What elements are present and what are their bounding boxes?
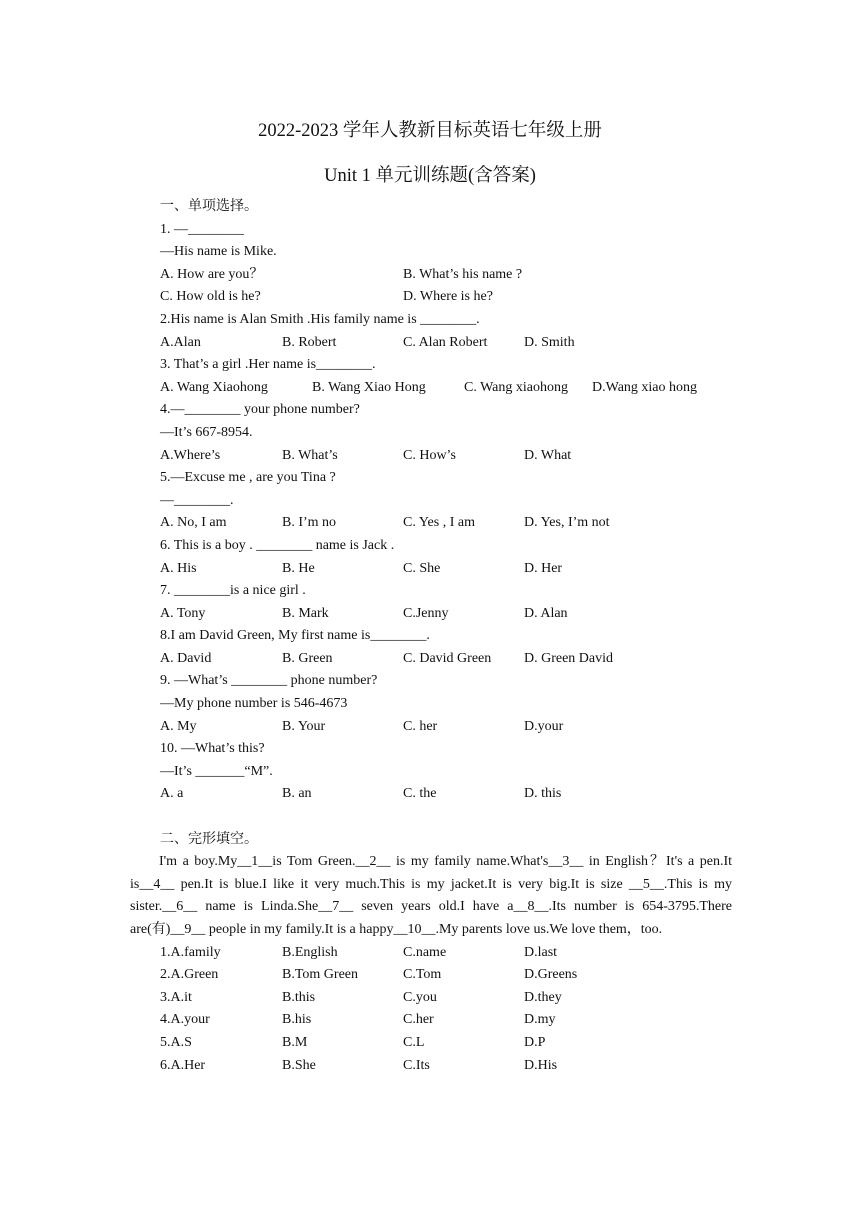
question-stem: 1. —________ bbox=[160, 221, 244, 237]
option-row bbox=[160, 1032, 732, 1055]
option-d: D.His bbox=[524, 1057, 558, 1073]
option-d: D. Smith bbox=[524, 334, 575, 350]
option-row bbox=[160, 512, 732, 535]
option-d: D.Wang xiao hong bbox=[592, 379, 698, 395]
option-b: B. I’m no bbox=[282, 515, 337, 531]
option-d: D. Alan bbox=[524, 605, 568, 621]
option-a: A.Where’s bbox=[160, 447, 221, 463]
option-d: D. What bbox=[524, 447, 572, 463]
option-b: B. He bbox=[282, 560, 315, 576]
option-b: B.M bbox=[282, 1034, 308, 1050]
question-stem: 6. This is a boy . ________ name is Jack . bbox=[160, 537, 395, 553]
option-c: C. the bbox=[403, 786, 437, 802]
option-b: B.this bbox=[282, 989, 316, 1005]
option-a: A. a bbox=[160, 786, 184, 802]
option-row bbox=[160, 716, 732, 739]
option-row bbox=[160, 1055, 732, 1078]
option-b: B. What’s his name ? bbox=[403, 266, 523, 282]
question-stem: 8.I am David Green, My first name is________. bbox=[160, 628, 430, 644]
option-b: B. Robert bbox=[282, 334, 337, 350]
option-row bbox=[160, 783, 732, 806]
option-c: C.Jenny bbox=[403, 605, 449, 621]
question-stem: —________. bbox=[160, 492, 234, 508]
option-a: A. His bbox=[160, 560, 197, 576]
question-stem: —My phone number is 546-4673 bbox=[160, 696, 348, 712]
option-d: D. Where is he? bbox=[403, 289, 493, 305]
option-row bbox=[160, 942, 732, 965]
option-a: A. Tony bbox=[160, 605, 206, 621]
option-a: A. How are you？ bbox=[160, 266, 264, 282]
option-b: B. Your bbox=[282, 718, 326, 734]
option-row bbox=[160, 286, 732, 309]
option-c: C. Yes , I am bbox=[403, 515, 475, 531]
question-stem: —It’s _______“M”. bbox=[160, 763, 273, 779]
option-row bbox=[160, 332, 732, 355]
option-a: 2.A.Green bbox=[160, 967, 219, 983]
option-row bbox=[160, 264, 732, 287]
section-heading: 二、完形填空。 bbox=[160, 831, 258, 847]
option-a: 6.A.Her bbox=[160, 1057, 206, 1073]
option-a: A. No, I am bbox=[160, 515, 227, 531]
spacer bbox=[160, 806, 732, 829]
option-c: C. David Green bbox=[403, 650, 492, 666]
option-a: 1.A.family bbox=[160, 944, 221, 960]
option-c: C.L bbox=[403, 1034, 425, 1050]
option-c: C.her bbox=[403, 1012, 434, 1028]
option-d: D. Her bbox=[524, 560, 563, 576]
question-stem: 4.—________ your phone number? bbox=[160, 402, 360, 418]
option-b: B. an bbox=[282, 786, 312, 802]
question-stem: 2.His name is Alan Smith .His family name is ________. bbox=[160, 311, 480, 327]
option-c: C. Wang xiaohong bbox=[464, 379, 568, 395]
option-b: B.Tom Green bbox=[282, 967, 359, 983]
option-d: D.P bbox=[524, 1034, 546, 1050]
option-d: D.last bbox=[524, 944, 558, 960]
option-d: D.they bbox=[524, 989, 562, 1005]
cloze-passage: I'm a boy.My__1__is Tom Green.__2__ is my family name.What's__3__ in English？It's a pen.It is__4__ pen.It is blue.I like it very much.This is my jacket.It is very big.It is size __5__.This is my sister.__6__ name is Linda.She__7__ seven years old.I have a__8__.Its number is 654-3795.There are(有)__9__ people in my family.It is a happy__10__.My parents love us.We love them，too. bbox=[130, 854, 732, 937]
document-title: 2022-2023 学年人教新目标英语七年级上册 bbox=[258, 121, 602, 141]
option-c: C.Tom bbox=[403, 967, 442, 983]
option-c: C. her bbox=[403, 718, 438, 734]
option-d: D. this bbox=[524, 786, 562, 802]
option-c: C. Alan Robert bbox=[403, 334, 488, 350]
option-d: D. Green David bbox=[524, 650, 614, 666]
option-row bbox=[160, 603, 732, 626]
option-b: B.English bbox=[282, 944, 338, 960]
option-a: 4.A.your bbox=[160, 1012, 210, 1028]
option-a: A. David bbox=[160, 650, 212, 666]
option-row bbox=[160, 445, 732, 468]
option-a: 3.A.it bbox=[160, 989, 192, 1005]
question-stem: 10. —What’s this? bbox=[160, 741, 265, 757]
option-c: C. How’s bbox=[403, 447, 456, 463]
option-a: A.Alan bbox=[160, 334, 201, 350]
question-stem: —It’s 667-8954. bbox=[160, 424, 253, 440]
option-a: A. My bbox=[160, 718, 197, 734]
option-d: D. Yes, I’m not bbox=[524, 515, 610, 531]
option-row bbox=[160, 964, 732, 987]
option-d: D.Greens bbox=[524, 967, 578, 983]
question-stem: 9. —What’s ________ phone number? bbox=[160, 673, 378, 689]
option-d: D.your bbox=[524, 718, 564, 734]
question-stem: 7. ________is a nice girl . bbox=[160, 583, 306, 599]
option-row bbox=[160, 558, 732, 581]
question-stem: 5.—Excuse me , are you Tina ? bbox=[160, 470, 336, 486]
option-a: 5.A.S bbox=[160, 1034, 192, 1050]
document-subtitle: Unit 1 单元训练题(含答案) bbox=[324, 166, 536, 186]
option-row bbox=[160, 377, 732, 400]
question-stem: 3. That’s a girl .Her name is________. bbox=[160, 357, 376, 373]
option-b: B.She bbox=[282, 1057, 316, 1073]
option-c: C.Its bbox=[403, 1057, 430, 1073]
option-c: C. She bbox=[403, 560, 441, 576]
option-row bbox=[160, 987, 732, 1010]
document-body bbox=[130, 196, 732, 1077]
option-c: C.name bbox=[403, 944, 447, 960]
option-b: B. Mark bbox=[282, 605, 329, 621]
option-b: B. Green bbox=[282, 650, 333, 666]
option-d: D.my bbox=[524, 1012, 556, 1028]
option-c: C.you bbox=[403, 989, 437, 1005]
option-b: B. What’s bbox=[282, 447, 338, 463]
option-c: C. How old is he? bbox=[160, 289, 261, 305]
option-b: B.his bbox=[282, 1012, 312, 1028]
question-stem: —His name is Mike. bbox=[160, 244, 277, 260]
option-row bbox=[160, 648, 732, 671]
option-b: B. Wang Xiao Hong bbox=[312, 379, 426, 395]
option-row bbox=[160, 1009, 732, 1032]
option-a: A. Wang Xiaohong bbox=[160, 379, 268, 395]
section-heading: 一、单项选择。 bbox=[160, 199, 258, 214]
